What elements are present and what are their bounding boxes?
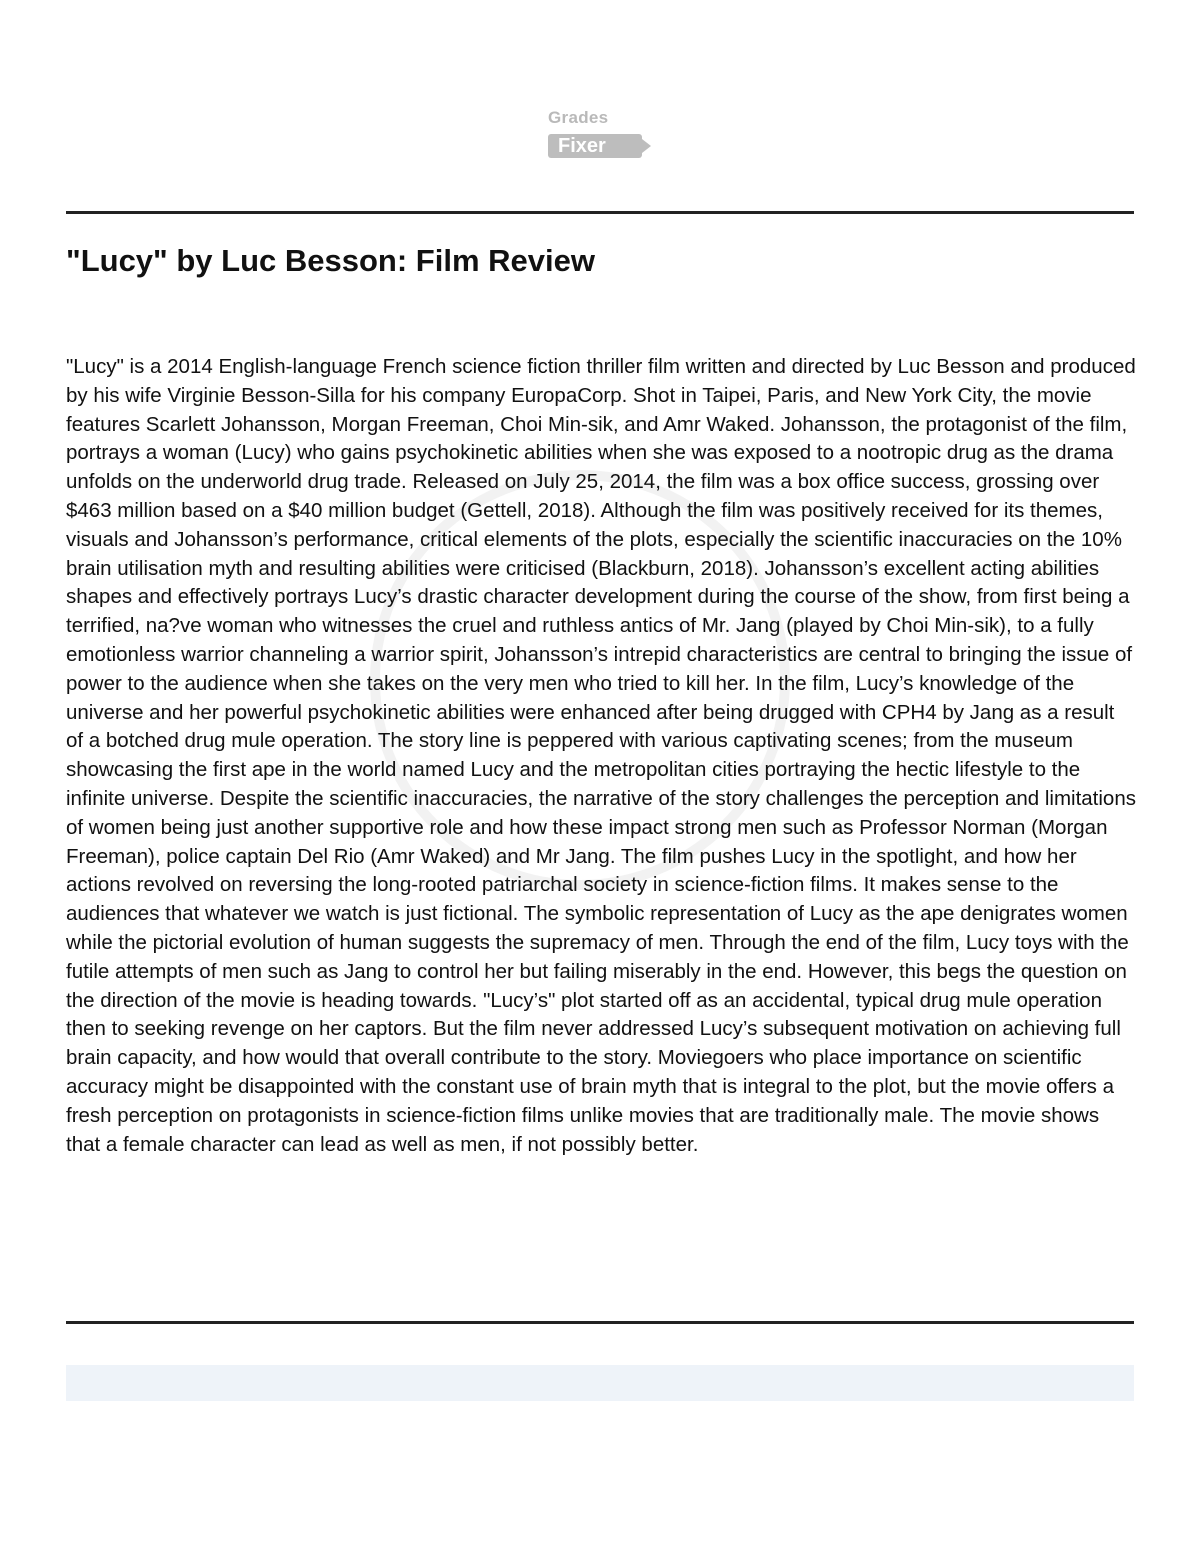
page-title: "Lucy" by Luc Besson: Film Review xyxy=(66,243,595,278)
logo-badge xyxy=(548,134,642,158)
bottom-divider xyxy=(66,1321,1134,1324)
gradesfixer-logo xyxy=(546,108,656,162)
top-divider xyxy=(66,211,1134,214)
logo-top-text: Grades xyxy=(548,108,609,127)
essay-body: "Lucy" is a 2014 English-language French science fiction thriller film written and directed by Luc Besson and produced by his wife Virginie Besson-Silla for his company EuropaCorp. Shot in Taipei, Paris, and New York City, the movie features Scarlett Johansson, Morgan Freeman, Choi Min-sik, and Amr Waked. Johansson, the protagonist of the film, portrays a woman (Lucy) who gains psychokinetic abilities when she was exposed to a nootropic drug as the drama unfolds on the underworld drug trade. Released on July 25, 2014, the film was a box office success, grossing over $463 million based on a $40 million budget (Gettell, 2018). Although the film was positively received for its themes, visuals and Johansson’s performance, critical elements of the plots, especially the scientific inaccuracies on the 10% brain utilisation myth and resulting abilities were criticised (Blackburn, 2018). Johansson’s excellent acting abilities shapes and effectively portrays Lucy’s drastic character development during the course of the show, from first being a terrified, na?ve woman who witnesses the cruel and ruthless antics of Mr. Jang (played by Choi Min-sik), to a fully emotionless warrior channeling a warrior spirit, Johansson’s intrepid characteristics are central to bringing the issue of power to the audience when she takes on the very men who tried to kill her. In the film, Lucy’s knowledge of the universe and her powerful psychokinetic abilities were enhanced after being drugged with CPH4 by Jang as a result of a botched drug mule operation. The story line is peppered with various captivating scenes; from the museum showcasing the first ape in the world named Lucy and the metropolitan cities portraying the hectic lifestyle to the infinite universe. Despite the scientific inaccuracies, the narrative of the story challenges the perception and limitations of women being just another supportive role and how these impact strong men such as Professor Norman (Morgan Freeman), police captain Del Rio (Amr Waked) and Mr Jang. The film pushes Lucy in the spotlight, and how her actions revolved on reversing the long-rooted patriarchal society in science-fiction films. It makes sense to the audiences that whatever we watch is just fictional. The symbolic representation of Lucy as the ape denigrates women while the pictorial evolution of human suggests the supremacy of men. Through the end of the film, Lucy toys with the futile attempts of men such as Jang to control her but failing miserably in the end. However, this begs the question on the direction of the movie is heading towards. "Lucy’s" plot started off as an accidental, typical drug mule operation then to seeking revenge on her captors. But the film never addressed Lucy’s subsequent motivation on achieving full brain capacity, and how would that overall contribute to the story. Moviegoers who place importance on scientific accuracy might be disappointed with the constant use of brain myth that is integral to the plot, but the movie offers a fresh perception on protagonists in science-fiction films unlike movies that are traditionally male. The movie shows that a female character can lead as well as men, if not possibly better. xyxy=(66,355,1136,1156)
footer-bar xyxy=(66,1365,1134,1401)
logo-arrow-icon xyxy=(642,139,651,153)
logo-badge-text: Fixer xyxy=(558,135,606,157)
